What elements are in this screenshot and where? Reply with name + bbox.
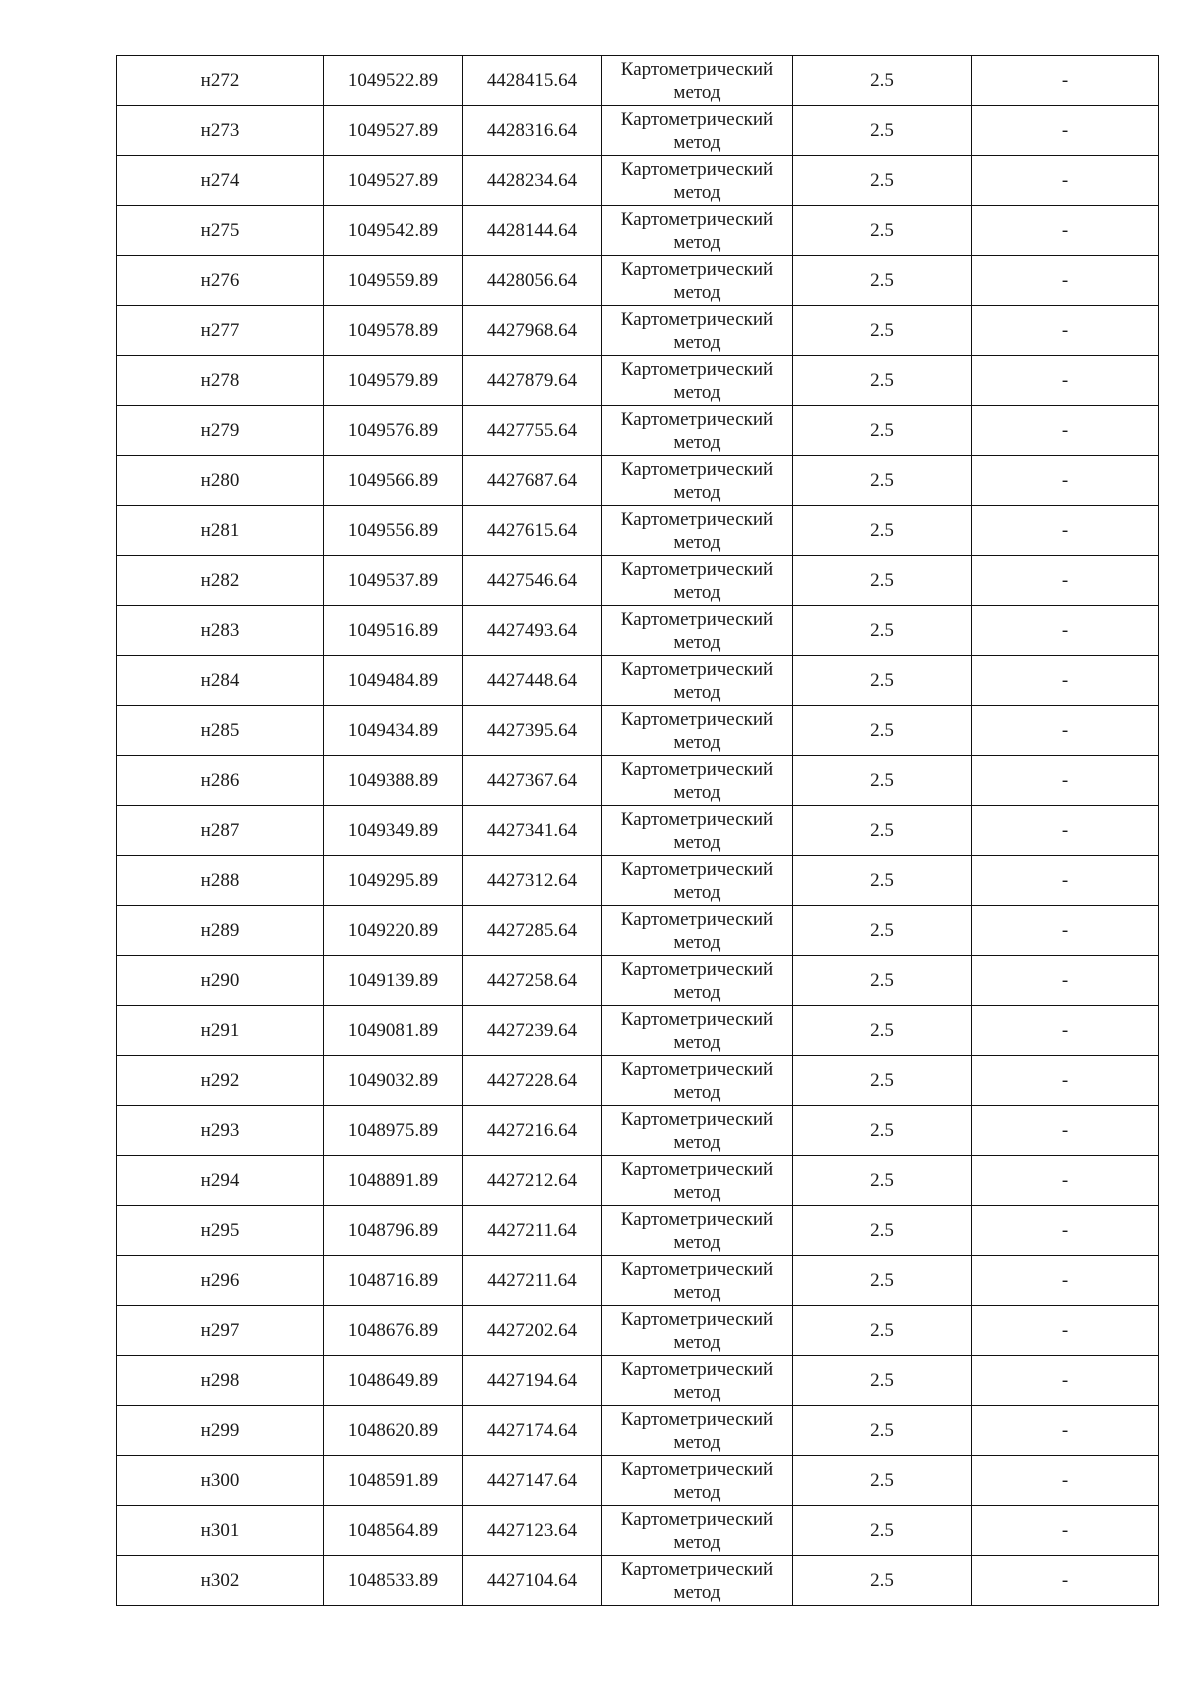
method-cell: Картометрический метод [602, 1456, 793, 1506]
point-name-cell: н275 [117, 206, 324, 256]
y-coordinate-cell: 4427341.64 [463, 806, 602, 856]
y-coordinate-cell: 4428056.64 [463, 256, 602, 306]
table-row [117, 1106, 1159, 1156]
y-coordinate-cell: 4427367.64 [463, 756, 602, 806]
note-cell: - [972, 1306, 1159, 1356]
point-name-cell: н298 [117, 1356, 324, 1406]
accuracy-cell: 2.5 [793, 156, 972, 206]
point-name-cell: н286 [117, 756, 324, 806]
note-cell: - [972, 656, 1159, 706]
accuracy-cell: 2.5 [793, 356, 972, 406]
point-name-cell: н284 [117, 656, 324, 706]
note-cell: - [972, 306, 1159, 356]
point-name-cell: н287 [117, 806, 324, 856]
x-coordinate-cell: 1048796.89 [324, 1206, 463, 1256]
accuracy-cell: 2.5 [793, 56, 972, 106]
method-cell: Картометрический метод [602, 1056, 793, 1106]
x-coordinate-cell: 1048620.89 [324, 1406, 463, 1456]
point-name-cell: н290 [117, 956, 324, 1006]
accuracy-cell: 2.5 [793, 106, 972, 156]
point-name-cell: н291 [117, 1006, 324, 1056]
accuracy-cell: 2.5 [793, 806, 972, 856]
method-cell: Картометрический метод [602, 206, 793, 256]
note-cell: - [972, 606, 1159, 656]
point-name-cell: н285 [117, 706, 324, 756]
note-cell: - [972, 806, 1159, 856]
method-cell: Картометрический метод [602, 256, 793, 306]
y-coordinate-cell: 4427228.64 [463, 1056, 602, 1106]
method-cell: Картометрический метод [602, 1006, 793, 1056]
note-cell: - [972, 1456, 1159, 1506]
method-cell: Картометрический метод [602, 556, 793, 606]
note-cell: - [972, 56, 1159, 106]
table-row [117, 1306, 1159, 1356]
y-coordinate-cell: 4428144.64 [463, 206, 602, 256]
method-cell: Картометрический метод [602, 1256, 793, 1306]
y-coordinate-cell: 4427968.64 [463, 306, 602, 356]
point-name-cell: н289 [117, 906, 324, 956]
table-row [117, 106, 1159, 156]
y-coordinate-cell: 4427755.64 [463, 406, 602, 456]
x-coordinate-cell: 1049578.89 [324, 306, 463, 356]
accuracy-cell: 2.5 [793, 756, 972, 806]
method-cell: Картометрический метод [602, 356, 793, 406]
table-row [117, 906, 1159, 956]
accuracy-cell: 2.5 [793, 256, 972, 306]
note-cell: - [972, 1206, 1159, 1256]
accuracy-cell: 2.5 [793, 1106, 972, 1156]
table-row [117, 656, 1159, 706]
x-coordinate-cell: 1049139.89 [324, 956, 463, 1006]
accuracy-cell: 2.5 [793, 1506, 972, 1556]
note-cell: - [972, 756, 1159, 806]
point-name-cell: н299 [117, 1406, 324, 1456]
point-name-cell: н302 [117, 1556, 324, 1606]
y-coordinate-cell: 4427194.64 [463, 1356, 602, 1406]
y-coordinate-cell: 4427239.64 [463, 1006, 602, 1056]
x-coordinate-cell: 1049295.89 [324, 856, 463, 906]
table-row [117, 1056, 1159, 1106]
y-coordinate-cell: 4427615.64 [463, 506, 602, 556]
point-name-cell: н279 [117, 406, 324, 456]
note-cell: - [972, 856, 1159, 906]
x-coordinate-cell: 1049566.89 [324, 456, 463, 506]
point-name-cell: н288 [117, 856, 324, 906]
x-coordinate-cell: 1049388.89 [324, 756, 463, 806]
point-name-cell: н283 [117, 606, 324, 656]
point-name-cell: н276 [117, 256, 324, 306]
table-row [117, 606, 1159, 656]
point-name-cell: н293 [117, 1106, 324, 1156]
point-name-cell: н296 [117, 1256, 324, 1306]
y-coordinate-cell: 4427312.64 [463, 856, 602, 906]
method-cell: Картометрический метод [602, 1506, 793, 1556]
table-row [117, 1356, 1159, 1406]
accuracy-cell: 2.5 [793, 556, 972, 606]
accuracy-cell: 2.5 [793, 506, 972, 556]
note-cell: - [972, 706, 1159, 756]
x-coordinate-cell: 1049349.89 [324, 806, 463, 856]
method-cell: Картометрический метод [602, 1406, 793, 1456]
x-coordinate-cell: 1049032.89 [324, 1056, 463, 1106]
note-cell: - [972, 1256, 1159, 1306]
x-coordinate-cell: 1049576.89 [324, 406, 463, 456]
table-row [117, 1506, 1159, 1556]
accuracy-cell: 2.5 [793, 306, 972, 356]
table-row [117, 356, 1159, 406]
x-coordinate-cell: 1049484.89 [324, 656, 463, 706]
point-name-cell: н277 [117, 306, 324, 356]
accuracy-cell: 2.5 [793, 1406, 972, 1456]
point-name-cell: н272 [117, 56, 324, 106]
y-coordinate-cell: 4427123.64 [463, 1506, 602, 1556]
y-coordinate-cell: 4427212.64 [463, 1156, 602, 1206]
method-cell: Картометрический метод [602, 56, 793, 106]
x-coordinate-cell: 1048564.89 [324, 1506, 463, 1556]
coordinates-table [116, 55, 1159, 1606]
table-row [117, 456, 1159, 506]
point-name-cell: н282 [117, 556, 324, 606]
x-coordinate-cell: 1048649.89 [324, 1356, 463, 1406]
y-coordinate-cell: 4427395.64 [463, 706, 602, 756]
table-row [117, 56, 1159, 106]
point-name-cell: н297 [117, 1306, 324, 1356]
table-row [117, 406, 1159, 456]
point-name-cell: н281 [117, 506, 324, 556]
method-cell: Картометрический метод [602, 1156, 793, 1206]
x-coordinate-cell: 1048975.89 [324, 1106, 463, 1156]
accuracy-cell: 2.5 [793, 206, 972, 256]
y-coordinate-cell: 4427546.64 [463, 556, 602, 606]
y-coordinate-cell: 4427147.64 [463, 1456, 602, 1506]
y-coordinate-cell: 4427493.64 [463, 606, 602, 656]
x-coordinate-cell: 1049434.89 [324, 706, 463, 756]
table-row [117, 1206, 1159, 1256]
table-row [117, 1006, 1159, 1056]
x-coordinate-cell: 1048716.89 [324, 1256, 463, 1306]
x-coordinate-cell: 1049559.89 [324, 256, 463, 306]
x-coordinate-cell: 1049527.89 [324, 156, 463, 206]
x-coordinate-cell: 1048891.89 [324, 1156, 463, 1206]
note-cell: - [972, 156, 1159, 206]
note-cell: - [972, 1506, 1159, 1556]
point-name-cell: н280 [117, 456, 324, 506]
note-cell: - [972, 356, 1159, 406]
method-cell: Картометрический метод [602, 856, 793, 906]
x-coordinate-cell: 1048591.89 [324, 1456, 463, 1506]
x-coordinate-cell: 1049556.89 [324, 506, 463, 556]
table-row [117, 706, 1159, 756]
y-coordinate-cell: 4427285.64 [463, 906, 602, 956]
note-cell: - [972, 906, 1159, 956]
table-row [117, 856, 1159, 906]
x-coordinate-cell: 1049516.89 [324, 606, 463, 656]
note-cell: - [972, 406, 1159, 456]
y-coordinate-cell: 4427202.64 [463, 1306, 602, 1356]
method-cell: Картометрический метод [602, 1206, 793, 1256]
method-cell: Картометрический метод [602, 606, 793, 656]
y-coordinate-cell: 4427174.64 [463, 1406, 602, 1456]
point-name-cell: н295 [117, 1206, 324, 1256]
y-coordinate-cell: 4427104.64 [463, 1556, 602, 1606]
method-cell: Картометрический метод [602, 306, 793, 356]
point-name-cell: н300 [117, 1456, 324, 1506]
y-coordinate-cell: 4427211.64 [463, 1256, 602, 1306]
table-row [117, 306, 1159, 356]
note-cell: - [972, 256, 1159, 306]
accuracy-cell: 2.5 [793, 906, 972, 956]
y-coordinate-cell: 4427879.64 [463, 356, 602, 406]
method-cell: Картометрический метод [602, 406, 793, 456]
note-cell: - [972, 1056, 1159, 1106]
point-name-cell: н292 [117, 1056, 324, 1106]
note-cell: - [972, 1106, 1159, 1156]
note-cell: - [972, 106, 1159, 156]
table-row [117, 1556, 1159, 1606]
x-coordinate-cell: 1049537.89 [324, 556, 463, 606]
x-coordinate-cell: 1048676.89 [324, 1306, 463, 1356]
note-cell: - [972, 556, 1159, 606]
note-cell: - [972, 956, 1159, 1006]
y-coordinate-cell: 4427448.64 [463, 656, 602, 706]
method-cell: Картометрический метод [602, 906, 793, 956]
x-coordinate-cell: 1048533.89 [324, 1556, 463, 1606]
point-name-cell: н278 [117, 356, 324, 406]
x-coordinate-cell: 1049220.89 [324, 906, 463, 956]
x-coordinate-cell: 1049527.89 [324, 106, 463, 156]
accuracy-cell: 2.5 [793, 1156, 972, 1206]
method-cell: Картометрический метод [602, 1556, 793, 1606]
method-cell: Картометрический метод [602, 106, 793, 156]
table-row [117, 806, 1159, 856]
table-row [117, 206, 1159, 256]
accuracy-cell: 2.5 [793, 856, 972, 906]
method-cell: Картометрический метод [602, 956, 793, 1006]
x-coordinate-cell: 1049542.89 [324, 206, 463, 256]
method-cell: Картометрический метод [602, 156, 793, 206]
y-coordinate-cell: 4428415.64 [463, 56, 602, 106]
point-name-cell: н294 [117, 1156, 324, 1206]
point-name-cell: н273 [117, 106, 324, 156]
note-cell: - [972, 506, 1159, 556]
coordinates-table-body [117, 56, 1159, 1606]
accuracy-cell: 2.5 [793, 1006, 972, 1056]
accuracy-cell: 2.5 [793, 1556, 972, 1606]
y-coordinate-cell: 4427216.64 [463, 1106, 602, 1156]
note-cell: - [972, 1006, 1159, 1056]
table-row [117, 1156, 1159, 1206]
y-coordinate-cell: 4427211.64 [463, 1206, 602, 1256]
method-cell: Картометрический метод [602, 456, 793, 506]
method-cell: Картометрический метод [602, 1306, 793, 1356]
method-cell: Картометрический метод [602, 1106, 793, 1156]
table-row [117, 506, 1159, 556]
table-row [117, 956, 1159, 1006]
accuracy-cell: 2.5 [793, 1206, 972, 1256]
accuracy-cell: 2.5 [793, 1356, 972, 1406]
note-cell: - [972, 456, 1159, 506]
x-coordinate-cell: 1049579.89 [324, 356, 463, 406]
note-cell: - [972, 1356, 1159, 1406]
table-row [117, 756, 1159, 806]
note-cell: - [972, 1406, 1159, 1456]
accuracy-cell: 2.5 [793, 1056, 972, 1106]
note-cell: - [972, 1156, 1159, 1206]
note-cell: - [972, 206, 1159, 256]
x-coordinate-cell: 1049522.89 [324, 56, 463, 106]
accuracy-cell: 2.5 [793, 706, 972, 756]
accuracy-cell: 2.5 [793, 456, 972, 506]
method-cell: Картометрический метод [602, 656, 793, 706]
table-row [117, 156, 1159, 206]
y-coordinate-cell: 4427258.64 [463, 956, 602, 1006]
table-row [117, 1406, 1159, 1456]
method-cell: Картометрический метод [602, 806, 793, 856]
accuracy-cell: 2.5 [793, 1306, 972, 1356]
y-coordinate-cell: 4428234.64 [463, 156, 602, 206]
table-row [117, 256, 1159, 306]
point-name-cell: н301 [117, 1506, 324, 1556]
table-row [117, 1256, 1159, 1306]
method-cell: Картометрический метод [602, 1356, 793, 1406]
method-cell: Картометрический метод [602, 756, 793, 806]
accuracy-cell: 2.5 [793, 406, 972, 456]
method-cell: Картометрический метод [602, 706, 793, 756]
table-row [117, 556, 1159, 606]
accuracy-cell: 2.5 [793, 606, 972, 656]
accuracy-cell: 2.5 [793, 956, 972, 1006]
method-cell: Картометрический метод [602, 506, 793, 556]
accuracy-cell: 2.5 [793, 1256, 972, 1306]
accuracy-cell: 2.5 [793, 656, 972, 706]
y-coordinate-cell: 4427687.64 [463, 456, 602, 506]
x-coordinate-cell: 1049081.89 [324, 1006, 463, 1056]
y-coordinate-cell: 4428316.64 [463, 106, 602, 156]
point-name-cell: н274 [117, 156, 324, 206]
note-cell: - [972, 1556, 1159, 1606]
accuracy-cell: 2.5 [793, 1456, 972, 1506]
table-row [117, 1456, 1159, 1506]
